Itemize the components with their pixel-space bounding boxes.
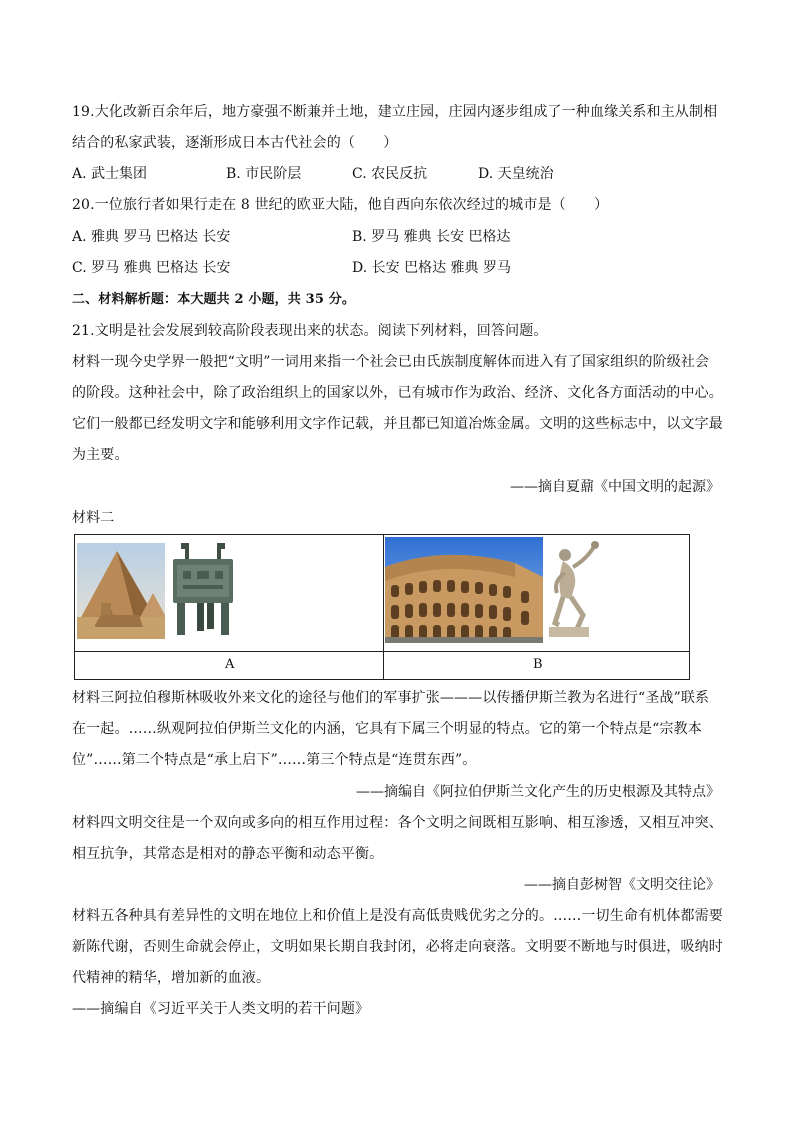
material4-line1: 材料四文明交往是一个双向或多向的相互作用过程：各个文明之间既相互影响、相互渗透，又相互冲突、 bbox=[72, 815, 723, 831]
figure-a-label: A bbox=[225, 657, 235, 672]
material1-line2: 的阶段。这种社会中，除了政治组织上的国家以外，已有城市作为政治、经济、文化各方面活动的中心。 bbox=[72, 385, 723, 401]
discobolus-statue-image bbox=[543, 539, 601, 641]
section-heading: 二、材料解析题：本大题共 2 小题，共 35 分。 bbox=[72, 292, 355, 307]
q20-option-a[interactable]: A. 雅典 罗马 巴格达 长安 bbox=[72, 229, 231, 245]
q19-option-b[interactable]: B. 市民阶层 bbox=[226, 166, 302, 182]
pyramid-sphinx-image bbox=[77, 543, 165, 639]
q19-option-a[interactable]: A. 武士集团 bbox=[72, 166, 148, 182]
q20-option-c[interactable]: C. 罗马 雅典 巴格达 长安 bbox=[72, 260, 231, 276]
table-divider-vertical bbox=[383, 535, 384, 679]
material1-line1: 材料一现今史学界一般把“文明”一词用来指一个社会已由氏族制度解体而进入有了国家组织的阶级社会 bbox=[72, 354, 710, 370]
material2-label: 材料二 bbox=[72, 510, 115, 526]
q19-option-d[interactable]: D. 天皇统治 bbox=[478, 166, 554, 182]
material2-figure-table bbox=[74, 534, 690, 680]
q20-option-b[interactable]: B. 罗马 雅典 长安 巴格达 bbox=[352, 229, 511, 245]
material5-line1: 材料五各种具有差异性的文明在地位上和价值上是没有高低贵贱优劣之分的。……一切生命有机体都需要 bbox=[72, 908, 723, 924]
table-divider-horizontal bbox=[75, 651, 689, 652]
material1-line3: 它们一般都已经发明文字和能够利用文字作记载，并且都已知道冶炼金属。文明的这些标志中，以文字最 bbox=[72, 416, 723, 432]
material1-source: ——摘自夏鼐《中国文明的起源》 bbox=[510, 479, 720, 495]
material5-source: ——摘编自《习近平关于人类文明的若干问题》 bbox=[72, 1001, 370, 1017]
material3-line3: 位”……第二个特点是“承上启下”……第三个特点是“连贯东西”。 bbox=[72, 752, 477, 768]
q19-stem-line2: 结合的私家武装，逐渐形成日本古代社会的（ ） bbox=[72, 135, 398, 151]
material3-source: ——摘编自《阿拉伯伊斯兰文化产生的历史根源及其特点》 bbox=[356, 784, 720, 800]
q20-stem: 20.一位旅行者如果行走在 8 世纪的欧亚大陆，他自西向东依次经过的城市是（ ） bbox=[72, 197, 609, 213]
material3-line2: 在一起。……纵观阿拉伯伊斯兰文化的内涵，它具有下属三个明显的特点。它的第一个特点是“宗教本 bbox=[72, 721, 702, 737]
q20-option-d[interactable]: D. 长安 巴格达 雅典 罗马 bbox=[352, 260, 511, 276]
q19-option-c[interactable]: C. 农民反抗 bbox=[352, 166, 428, 182]
material4-source: ——摘自彭树智《文明交往论》 bbox=[524, 877, 720, 893]
material1-line4: 为主要。 bbox=[72, 447, 129, 463]
colosseum-image bbox=[385, 537, 543, 643]
material4-line2: 相互抗争，其常态是相对的静态平衡和动态平衡。 bbox=[72, 846, 384, 862]
material3-line1: 材料三阿拉伯穆斯林吸收外来文化的途径与他们的军事扩张———以传播伊斯兰教为名进行“圣战”联系 bbox=[72, 690, 710, 706]
material5-line2: 新陈代谢，否则生命就会停止，文明如果长期自我封闭，必将走向衰落。文明要不断地与时俱进，吸纳时 bbox=[72, 939, 723, 955]
q19-stem-line1: 19.大化改新百余年后，地方豪强不断兼并土地，建立庄园，庄园内逐步组成了一种血缘关系和主从制相 bbox=[72, 104, 718, 120]
bronze-ding-image bbox=[167, 539, 239, 639]
figure-b-label: B bbox=[533, 657, 543, 672]
q21-intro: 21.文明是社会发展到较高阶段表现出来的状态。阅读下列材料，回答问题。 bbox=[72, 323, 548, 339]
material5-line3: 代精神的精华，增加新的血液。 bbox=[72, 970, 271, 986]
